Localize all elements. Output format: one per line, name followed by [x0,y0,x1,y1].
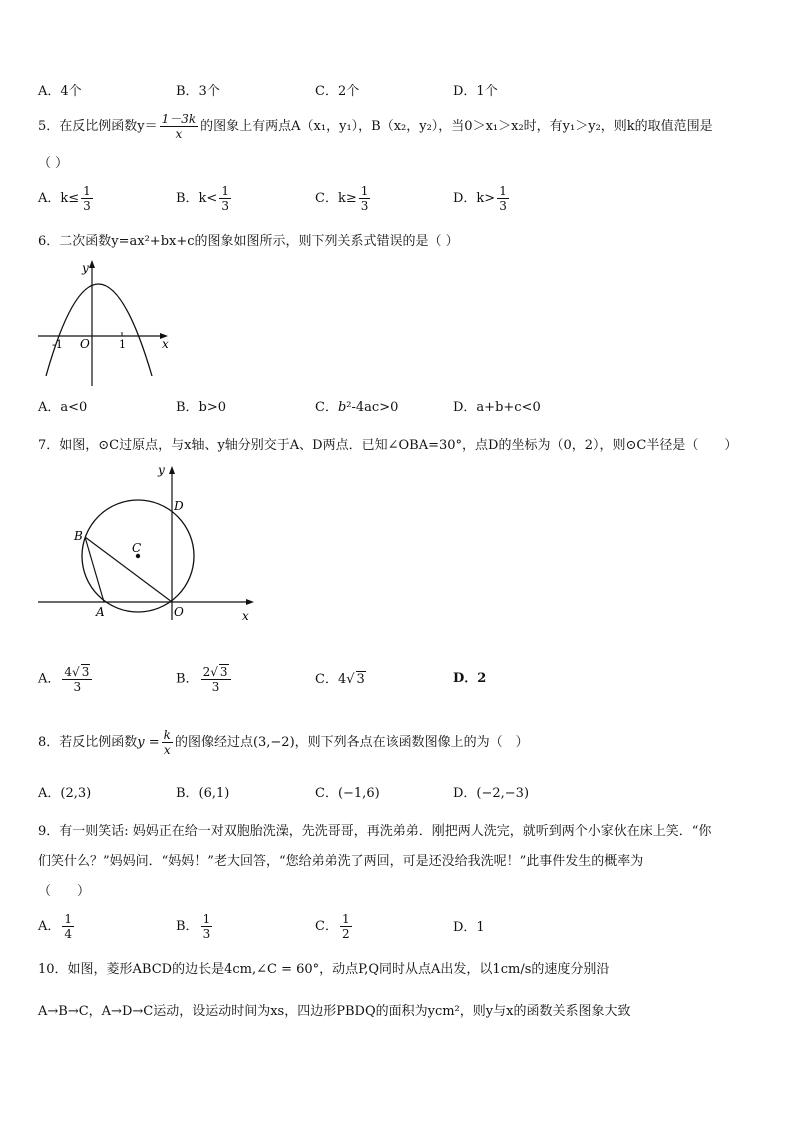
q9-question-line1: 9．有一则笑话: 妈妈正在给一对双胞胎洗澡，先洗哥哥，再洗弟弟．刚把两人洗完，就听到两个小家伙在床上笑．“你 [38,824,712,839]
q9-option-a: A． $\frac{1}{4}$ [38,912,73,941]
q5-option-c: C．k≥ $\frac{1}{3}$ [315,184,369,213]
q4-option-b: B．3个 [176,84,220,99]
q6-y-arrow [89,260,95,268]
q5-question [38,112,713,141]
q4-option-a: A．4个 [38,84,82,99]
q6-parabola-figure [36,258,176,390]
q6-option-b: B．b>0 [176,400,227,415]
q6-parabola-curve [46,284,152,376]
q10-question-line2: A→B→C，A→D→C运动，设运动时间为xs，四边形PBDQ的面积为ycm²，则y与x的函数关系图象大致 [38,1004,631,1019]
q9-paren: （ ） [38,884,91,899]
q5-option-d: D．k> $\frac{1}{3}$ [453,184,507,213]
q10-question-line1: 10．如图，菱形ABCD的边长是4cm,∠C = 60°，动点P,Q同时从点A出发，以1cm/s的速度分别沿 [38,962,610,977]
q7-y-arrow [169,466,175,474]
q8-question: 8．若反比例函数y = $\frac{k}{x}$ 的图像经过点(3,−2)，则下列各点在该函数图像上的为（ ） [38,728,529,757]
q7-x-arrow [246,599,254,605]
q7-label-c: C [132,541,142,555]
q6-option-c: C．b²-4ac>0 [315,400,399,415]
q6-y-label: y [82,261,89,275]
q7-option-b: B． $\frac{2√ 3}{3}$ [176,664,233,694]
q6-option-d: D．a+b+c<0 [453,400,541,415]
q6-minus-one-label: -1 [52,338,63,351]
q7-label-a: A [96,605,105,619]
q5-paren: （ ） [38,156,69,171]
q4-option-d: D．1个 [453,84,498,99]
q6-origin-label: O [80,337,90,351]
q9-option-b: B． $\frac{1}{3}$ [176,912,211,941]
q7-label-o: O [174,605,184,619]
q7-label-y: y [158,463,165,477]
q7-label-x: x [242,609,249,622]
q9-option-c: C． $\frac{1}{2}$ [315,912,350,941]
q6-question: 6．二次函数y=ax²+bx+c的图象如图所示，则下列关系式错误的是（ ） [38,234,459,249]
q7-option-d: D．2 [453,671,487,686]
q7-option-c: C．4√ 3 [315,672,365,687]
q9-option-d: D．1 [453,920,485,935]
q8-option-c: C．(−1,6) [315,786,380,801]
q6-one-label: 1 [119,338,126,351]
q6-option-a: A．a<0 [38,400,88,415]
q5-option-b: B．k< $\frac{1}{3}$ [176,184,229,213]
q7-label-d: D [174,499,184,513]
q5-fraction: $\frac{1-3k}{x}$ [161,112,197,141]
q7-label-b: B [74,529,83,543]
q5-option-a: A．k≤ $\frac{1}{3}$ [38,184,91,213]
q6-x-label: x [162,337,169,351]
q5-text-pre: 5．在反比例函数y＝ [38,119,158,134]
q4-option-c: C．2个 [315,84,360,99]
q8-option-d: D．(−2,−3) [453,786,530,801]
q5-text-post: 的图象上有两点A（x₁，y₁），B（x₂，y₂），当0＞x₁＞x₂时，有y₁＞y₂，则k的取值范围是 [200,119,713,134]
q7-segment-bo [85,537,172,602]
q7-question: 7．如图，⊙C过原点，与x轴、y轴分别交于A、D两点．已知∠OBA=30°，点D的坐标为（0，2），则⊙C半径是（ ） [38,438,738,453]
q9-question-line2: 们笑什么？”妈妈问．“妈妈！”老大回答，“您给弟弟洗了两回，可是还没给我洗呢！”此事件发生的概率为 [38,854,644,869]
q7-option-a: A． $\frac{4√ 3}{3}$ [38,664,94,694]
q7-circle-figure [36,462,260,622]
q8-option-a: A．(2,3) [38,786,92,801]
q8-option-b: B．(6,1) [176,786,230,801]
